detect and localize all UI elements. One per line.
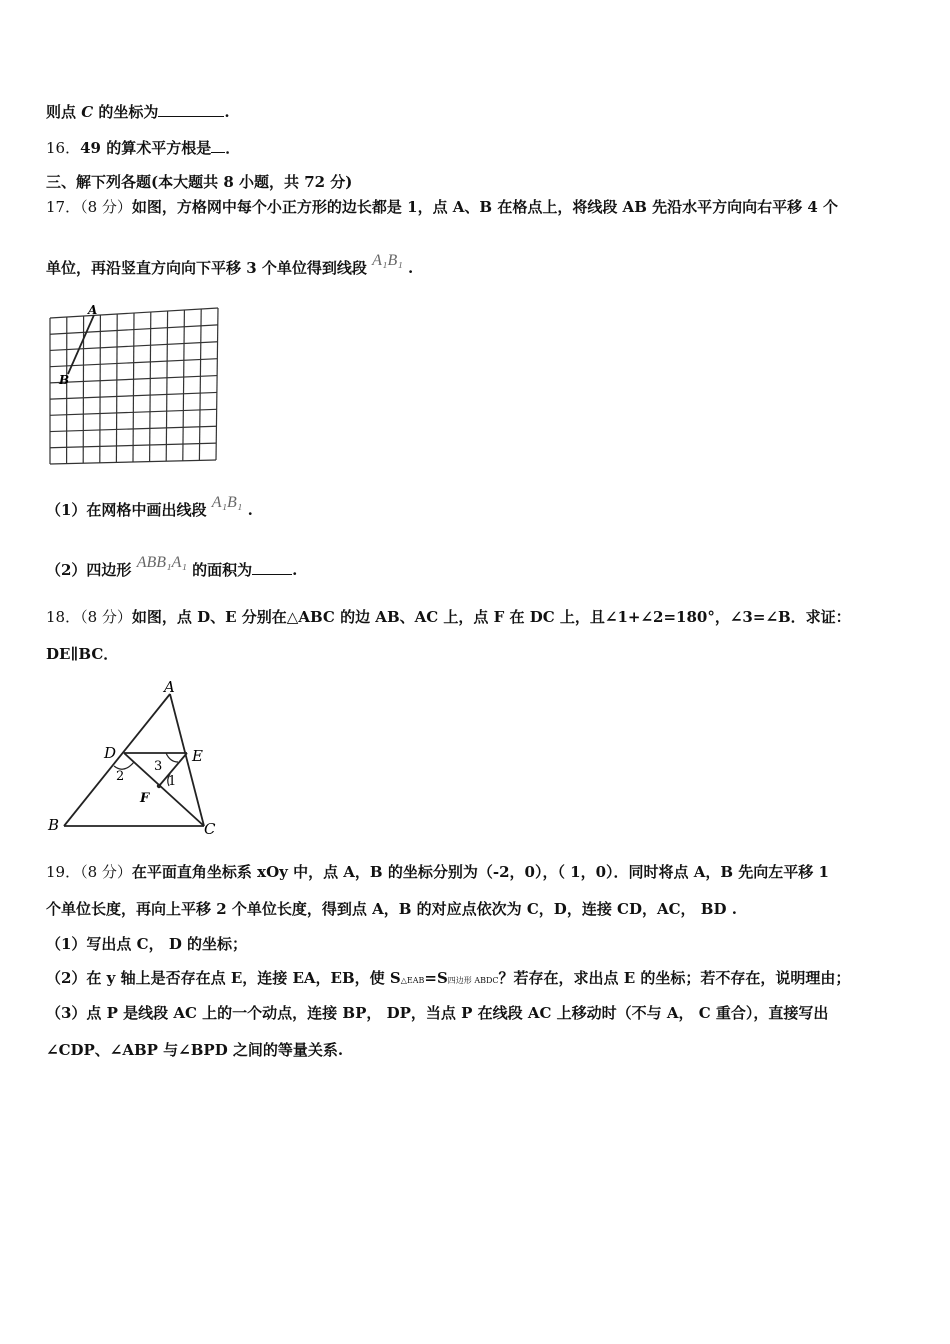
label-a: A (164, 678, 175, 696)
label-b: B (48, 816, 60, 834)
q17-sub1-text: （1）在网格中画出线段 (46, 501, 207, 519)
q15-var: C (81, 103, 94, 121)
q15-answer-line (46, 102, 230, 122)
grid-vline (216, 308, 218, 460)
label-angle-3: 3 (154, 759, 163, 774)
q19-sub3-line1: （3）点 P 是线段 AC 上的一个动点，连接 BP， DP，当点 P 在线段 AC 上移动时（不与 A， C 重合），直接写出 (46, 1004, 829, 1022)
label-c: C (204, 820, 216, 838)
q17-sub2-post: 的面积为 (192, 561, 253, 579)
q18-score: （8 分） (80, 608, 132, 626)
grid-vline (183, 310, 185, 461)
q19-sub2-sub2: 四边形 ABDC (447, 976, 499, 985)
q17-sub1-seg: A₁B₁ (211, 494, 243, 511)
label-f: F (140, 791, 150, 806)
grid-vline (100, 315, 101, 463)
q17-text1: 如图，方格网中每个小正方形的边长都是 1，点 A、B 在格点上，将线段 AB 先沿水平方向向右平移 4 个 (131, 198, 838, 216)
section-header: 三、解下列各题(本大题共 8 小题，共 72 分) (46, 173, 353, 191)
q19-sub2-c: ？若存在，求出点 E 的坐标；若不存在，说明理由； (498, 969, 851, 987)
q15-end: . (224, 103, 230, 121)
q16-end: ． (225, 139, 241, 157)
q17-line2 (46, 252, 414, 279)
q17-number: 17． (46, 198, 81, 216)
q17-sub2 (46, 554, 298, 581)
q15-post: 的坐标为 (93, 103, 159, 121)
q19-score: （8 分） (80, 863, 132, 881)
q19-number: 19． (46, 863, 81, 881)
q19-sub3-line2: ∠CDP、∠ABP 与∠BPD 之间的等量关系. (46, 1041, 344, 1059)
point-f (157, 784, 161, 788)
q17-sub2-end: . (292, 561, 298, 579)
q15-blank[interactable] (158, 102, 224, 117)
q18-text1: 如图，点 D、E 分别在△ABC 的边 AB、AC 上，点 F 在 DC 上，且∠1+∠2=180°，∠3=∠B．求证： (131, 608, 851, 626)
q17-grid-figure (44, 300, 228, 470)
grid-vline (116, 314, 117, 462)
q19-sub2-sub1: △EAB (400, 976, 425, 985)
q17-score: （8 分） (80, 198, 132, 216)
grid-label-b: B (59, 373, 70, 387)
q19-sub1: （1）写出点 C， D 的坐标； (46, 935, 248, 953)
q19-sub2-a: （2）在 y 轴上是否存在点 E，连接 EA，EB，使 S (46, 969, 401, 987)
q17-line1 (46, 197, 838, 217)
q17-sub1-end: . (247, 501, 253, 519)
q19-text1: 在平面直角坐标系 xOy 中，点 A，B 的坐标分别为（-2，0），（ 1，0）．同时将点 A，B 先向左平移 1 (131, 863, 829, 881)
q19-line2: 个单位长度，再向上平移 2 个单位长度，得到点 A，B 的对应点依次为 C，D，连接 CD，AC， BD . (46, 900, 737, 918)
q16-number: 16． (46, 139, 81, 157)
label-e: E (192, 747, 203, 765)
q15-pre: 则点 (46, 103, 82, 121)
q18-number: 18． (46, 608, 81, 626)
q19-sub2 (46, 968, 850, 991)
q17-text2: 单位，再沿竖直方向向下平移 3 个单位得到线段 (46, 259, 367, 277)
q19-sub2-b: =S (424, 969, 448, 987)
grid-vline (150, 312, 151, 462)
grid-vline (199, 309, 201, 460)
q17-sub2-quad: ABB₁A₁ (136, 554, 187, 571)
q17-seg-label: A₁B₁ (372, 252, 403, 269)
q18-line2: DE∥BC． (46, 645, 119, 663)
grid-label-a: A (88, 303, 98, 317)
grid-vline (166, 311, 167, 461)
q17-sub2-blank[interactable] (252, 560, 292, 575)
q17-sub1 (46, 494, 253, 521)
grid-vline (133, 313, 134, 462)
angle-3-arc (166, 753, 178, 762)
q18-triangle-figure (42, 676, 232, 841)
q16-text: 49 的算术平方根是 (80, 139, 212, 157)
label-angle-1: 1 (168, 774, 177, 789)
q17-text2-end: . (408, 259, 414, 277)
q18-line1 (46, 607, 851, 627)
q16-line (46, 138, 240, 158)
label-d: D (104, 744, 117, 762)
label-angle-2: 2 (116, 769, 125, 784)
q17-sub2-text: （2）四边形 (46, 561, 132, 579)
q16-blank[interactable] (211, 138, 225, 153)
q19-line1 (46, 862, 829, 882)
